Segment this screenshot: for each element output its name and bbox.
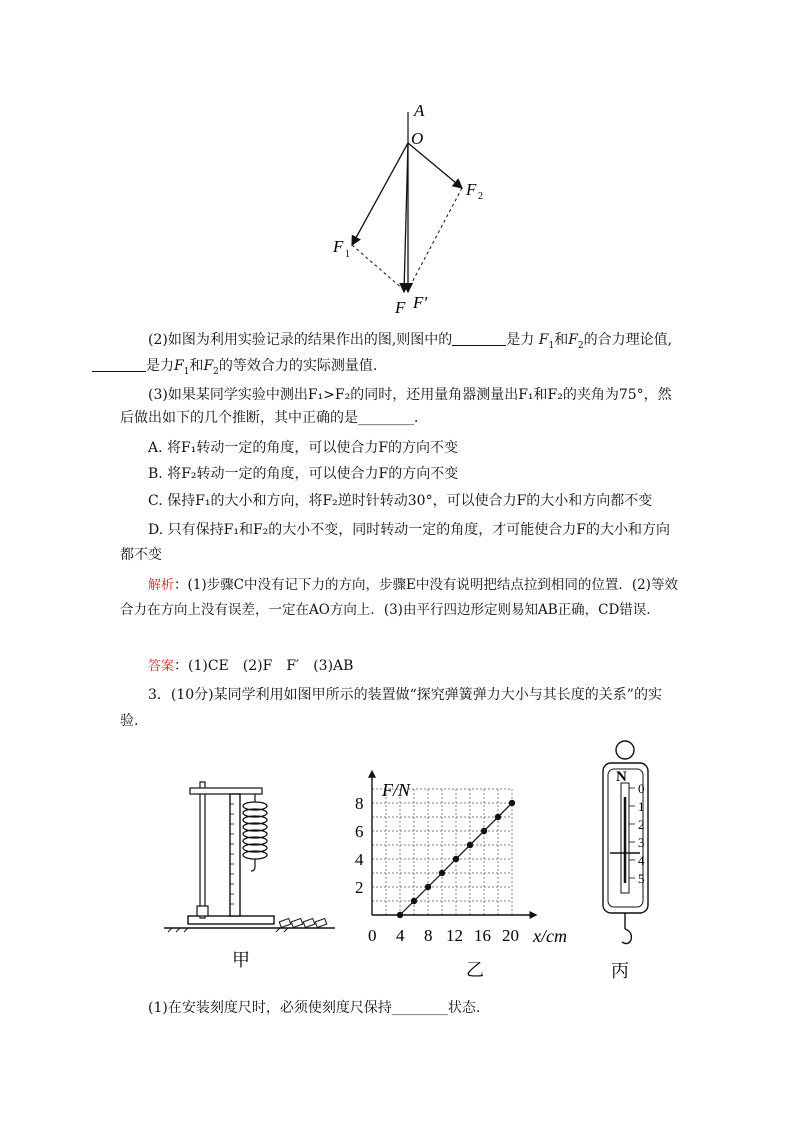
svg-text:5: 5 bbox=[638, 871, 645, 886]
question-3: (3)如果某同学实验中测出F₁>F₂的同时，还用量角器测量出F₁和F₂的夹角为75°，然后做出如下的几个推断，其中正确的是________． bbox=[120, 387, 672, 426]
svg-text:4: 4 bbox=[638, 853, 645, 868]
answer-blank[interactable] bbox=[452, 331, 506, 346]
data-point bbox=[481, 828, 487, 834]
f1-vector bbox=[352, 143, 408, 245]
force-vector-diagram bbox=[320, 95, 500, 320]
label-f2: F bbox=[466, 180, 477, 199]
label-yi: 乙 bbox=[466, 960, 484, 980]
x-tick-label: 12 bbox=[446, 926, 463, 945]
y-tick-label: 2 bbox=[355, 878, 364, 897]
answer-label: 答案 bbox=[148, 659, 175, 674]
label-o: O bbox=[411, 129, 424, 148]
figure-yi-chart bbox=[350, 770, 580, 980]
data-point bbox=[425, 884, 431, 890]
answer: 答案：(1)CE (2)F F′ (3)AB bbox=[148, 658, 354, 674]
y-axis-arrow bbox=[368, 770, 376, 778]
option-c: C. 保持F₁的大小和方向，将F₂逆时针转动30°，可以使合力F的大小和方向都不变 bbox=[148, 493, 653, 509]
svg-text:1: 1 bbox=[638, 799, 645, 814]
label-f: F bbox=[395, 298, 406, 317]
data-point bbox=[453, 856, 459, 862]
y-tick-label: 8 bbox=[355, 794, 364, 813]
y-tick-label: 6 bbox=[355, 822, 364, 841]
question-3-1: (1)在安装刻度尺时，必须使刻度尺保持________状态. bbox=[148, 1000, 481, 1016]
x-axis-label: x/cm bbox=[533, 926, 567, 946]
svg-text:3: 3 bbox=[638, 835, 645, 850]
chart-grid bbox=[372, 789, 512, 915]
label-f1: F bbox=[333, 237, 344, 256]
svg-text:2: 2 bbox=[638, 817, 645, 832]
x-tick-label: 0 bbox=[368, 926, 377, 945]
label-bing: 丙 bbox=[611, 961, 629, 981]
answer-blank[interactable] bbox=[92, 357, 146, 372]
question-next: 3．(10分)某同学利用如图甲所示的装置做“探究弹簧弹力大小与其长度的关系”的实验. bbox=[120, 687, 662, 729]
figure-jia-apparatus bbox=[150, 770, 340, 970]
f2-vector bbox=[408, 143, 462, 188]
label-f-prime: F' bbox=[413, 293, 428, 312]
figure-bing-spring-scale bbox=[585, 733, 675, 983]
option-a: A. 将F₁转动一定的角度，可以使合力F的方向不变 bbox=[148, 440, 459, 456]
question-2: (2)如图为利用实验记录的结果作出的图,则图中的 是力 $F_1$和$F_2$的合力理论值, 是力$F_1$和$F_2$的等效合力的实际测量值. bbox=[120, 330, 680, 382]
svg-text:0: 0 bbox=[638, 781, 645, 796]
x-tick-label: 20 bbox=[502, 926, 519, 945]
label-f1-sub: 1 bbox=[345, 249, 350, 260]
data-point bbox=[439, 870, 445, 876]
option-d: D. 只有保持F₁和F₂的大小不变，同时转动一定的角度，才可能使合力F的大小和方向都不变 bbox=[120, 522, 670, 563]
label-f2-sub: 2 bbox=[478, 191, 483, 202]
data-point bbox=[397, 912, 403, 918]
scale-letter: N bbox=[616, 769, 627, 785]
label-a: A bbox=[414, 101, 425, 120]
data-point bbox=[411, 898, 417, 904]
x-tick-label: 16 bbox=[474, 926, 491, 945]
y-axis-label: F/N bbox=[382, 780, 411, 800]
analysis: 解析：(1)步骤C中没有记下力的方向，步骤E中没有说明把结点拉到相同的位置．(2)等效合力在方向上没有误差，一定在AO方向上．(3)由平行四边形定则易知AB正确，CD错误. bbox=[120, 577, 678, 618]
label-jia: 甲 bbox=[232, 950, 250, 970]
data-point bbox=[509, 800, 515, 806]
x-axis-arrow bbox=[530, 911, 538, 919]
x-tick-label: 8 bbox=[424, 926, 433, 945]
analysis-label: 解析 bbox=[148, 578, 175, 593]
option-b: B. 将F₂转动一定的角度，可以使合力F的方向不变 bbox=[148, 466, 459, 482]
x-tick-label: 4 bbox=[396, 926, 405, 945]
data-point bbox=[467, 842, 473, 848]
y-tick-label: 4 bbox=[355, 850, 364, 869]
data-point bbox=[495, 814, 501, 820]
